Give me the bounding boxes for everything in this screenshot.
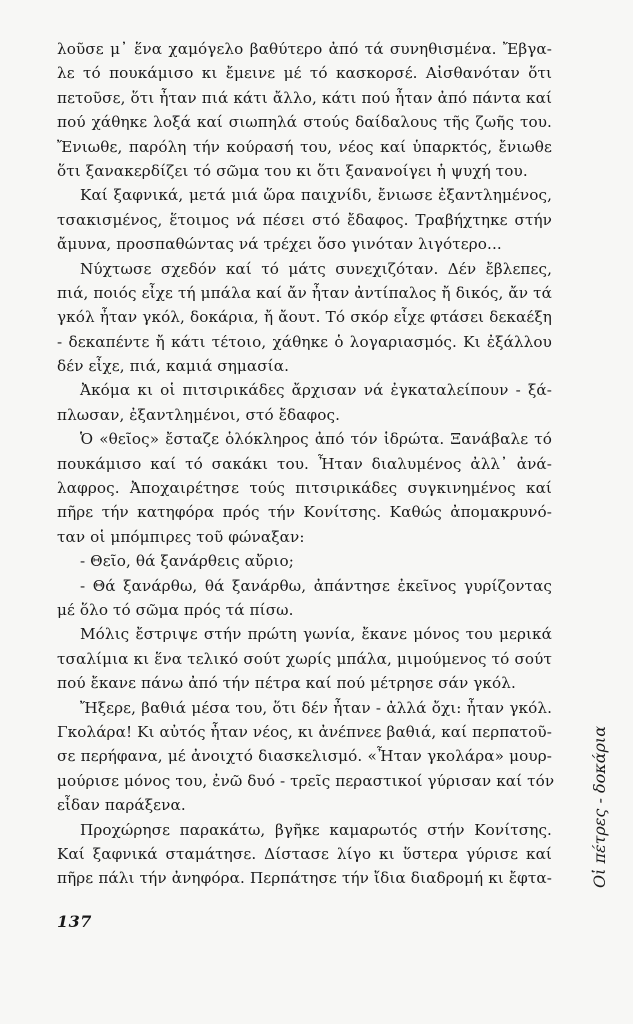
text-line: Ὁ «θεῖος» ἔσταζε ὁλόκληρος ἀπό τόν ἱδρώτα. Ξανάβαλε τό [80,430,552,449]
text-line: πού χάθηκε λοξά καί σιωπηλά στούς δαίδαλους τῆς ζωῆς του. [57,113,552,132]
text-line: Καί ξαφνικά, μετά μιά ὥρα παιχνίδι, ἔνιωσε ἐξαντλημένος, [80,186,552,205]
text-line: σε περήφανα, μέ ἀνοιχτό διασκελισμό. «Ἦταν γκολάρα» μουρ- [57,747,552,766]
text-line: - Θά ξανάρθω, θά ξανάρθω, ἀπάντησε ἐκεῖνος γυρίζοντας [80,576,552,595]
text-line: πιά, ποιός εἶχε τή μπάλα καί ἄν ἦταν ἀντίπαλος ἤ δικός, ἄν τά [57,283,552,302]
text-line: μούρισε μόνος του, ἐνῶ δυό - τρεῖς περαστικοί γύρισαν καί τόν [57,771,555,790]
text-line: Ἔνιωθε, παρόλη τήν κούρασή του, νέος καί ὑπαρκτός, ἔνιωθε [57,137,552,156]
text-line: λαφρος. Ἀποχαιρέτησε τούς πιτσιρικάδες συγκινημένος καί [57,479,552,498]
running-head: Οἱ πέτρες - δοκάρια [590,725,609,888]
text-line: πετοῦσε, ὅτι ἦταν πιά κάτι ἄλλο, κάτι πού ἦταν ἀπό πάντα καί [57,88,552,107]
text-line: γκόλ ἦταν γκόλ, δοκάρια, ἤ ἄουτ. Τό σκόρ εἶχε φτάσει δεκαέξη [57,308,552,327]
text-line: πῆρε πάλι τήν ἀνηφόρα. Περπάτησε τήν ἴδια διαδρομή κι ἔφτα- [57,869,552,888]
body-text [57,37,555,891]
text-line: ἄμυνα, προσπαθώντας νά τρέχει ὅσο γινόταν λιγότερο... [57,235,502,254]
text-line: τσακισμένος, ἕτοιμος νά πέσει στό ἔδαφος. Τραβήχτηκε στήν [57,210,552,229]
text-line: δέν εἶχε, πιά, καμιά σημασία. [57,357,290,376]
text-line: ταν οἱ μπόμπιρες τοῦ φώναξαν: [57,527,305,546]
text-line: τσαλίμια κι ἕνα τελικό σούτ χωρίς μπάλα, μιμούμενος τό σούτ [57,649,552,668]
text-line: εἶδαν παράξενα. [57,796,186,815]
text-line: πού ἔκανε πάνω ἀπό τήν πέτρα καί πού μέτρησε σάν γκόλ. [57,674,516,693]
text-line: πῆρε τήν κατηφόρα πρός τήν Κονίτσης. Καθώς ἀπομακρυνό- [57,503,552,522]
text-line: - δεκαπέντε ἤ κάτι τέτοιο, χάθηκε ὁ λογαριασμός. Κι ἐξάλλου [57,332,552,351]
text-line: ὅτι ξανακερδίζει τό σῶμα του κι ὅτι ξανανοίγει ἡ ψυχή του. [57,161,528,180]
text-line: μέ ὅλο τό σῶμα πρός τά πίσω. [57,600,294,619]
text-line: Μόλις ἔστριψε στήν πρώτη γωνία, ἔκανε μόνος του μερικά [80,625,552,644]
text-line: λοῦσε μ᾽ ἕνα χαμόγελο βαθύτερο ἀπό τά συνηθισμένα. Ἔβγα- [57,40,552,58]
text-line: Νύχτωσε σχεδόν καί τό μάτς συνεχιζόταν. Δέν ἔβλεπες, [80,259,552,278]
text-line: Γκολάρα! Κι αὐτός ἦταν νέος, κι ἀνέπνεε βαθιά, καί περπατοῦ- [57,722,552,741]
text-line: Προχώρησε παρακάτω, βγῆκε καμαρωτός στήν Κονίτσης. [80,820,552,839]
text-line: Ἀκόμα κι οἱ πιτσιρικάδες ἄρχισαν νά ἐγκαταλείπουν - ξά- [80,381,552,400]
page-number: 137 [57,912,92,931]
text-line: πλωσαν, ἐξαντλημένοι, στό ἔδαφος. [57,405,341,424]
text-line: Καί ξαφνικά σταμάτησε. Δίστασε λίγο κι ὕστερα γύρισε καί [57,844,552,863]
text-line: λε τό πουκάμισο κι ἔμεινε μέ τό κασκορσέ. Αἰσθανόταν ὅτι [57,64,552,83]
text-line: Ἤξερε, βαθιά μέσα του, ὅτι δέν ἦταν - ἀλλά ὄχι: ἦταν γκόλ. [80,698,552,717]
text-line: - Θεῖο, θά ξανάρθεις αὔριο; [80,552,294,571]
text-line: πουκάμισο καί τό σακάκι του. Ἦταν διαλυμένος ἀλλ᾽ ἀνά- [57,454,552,473]
